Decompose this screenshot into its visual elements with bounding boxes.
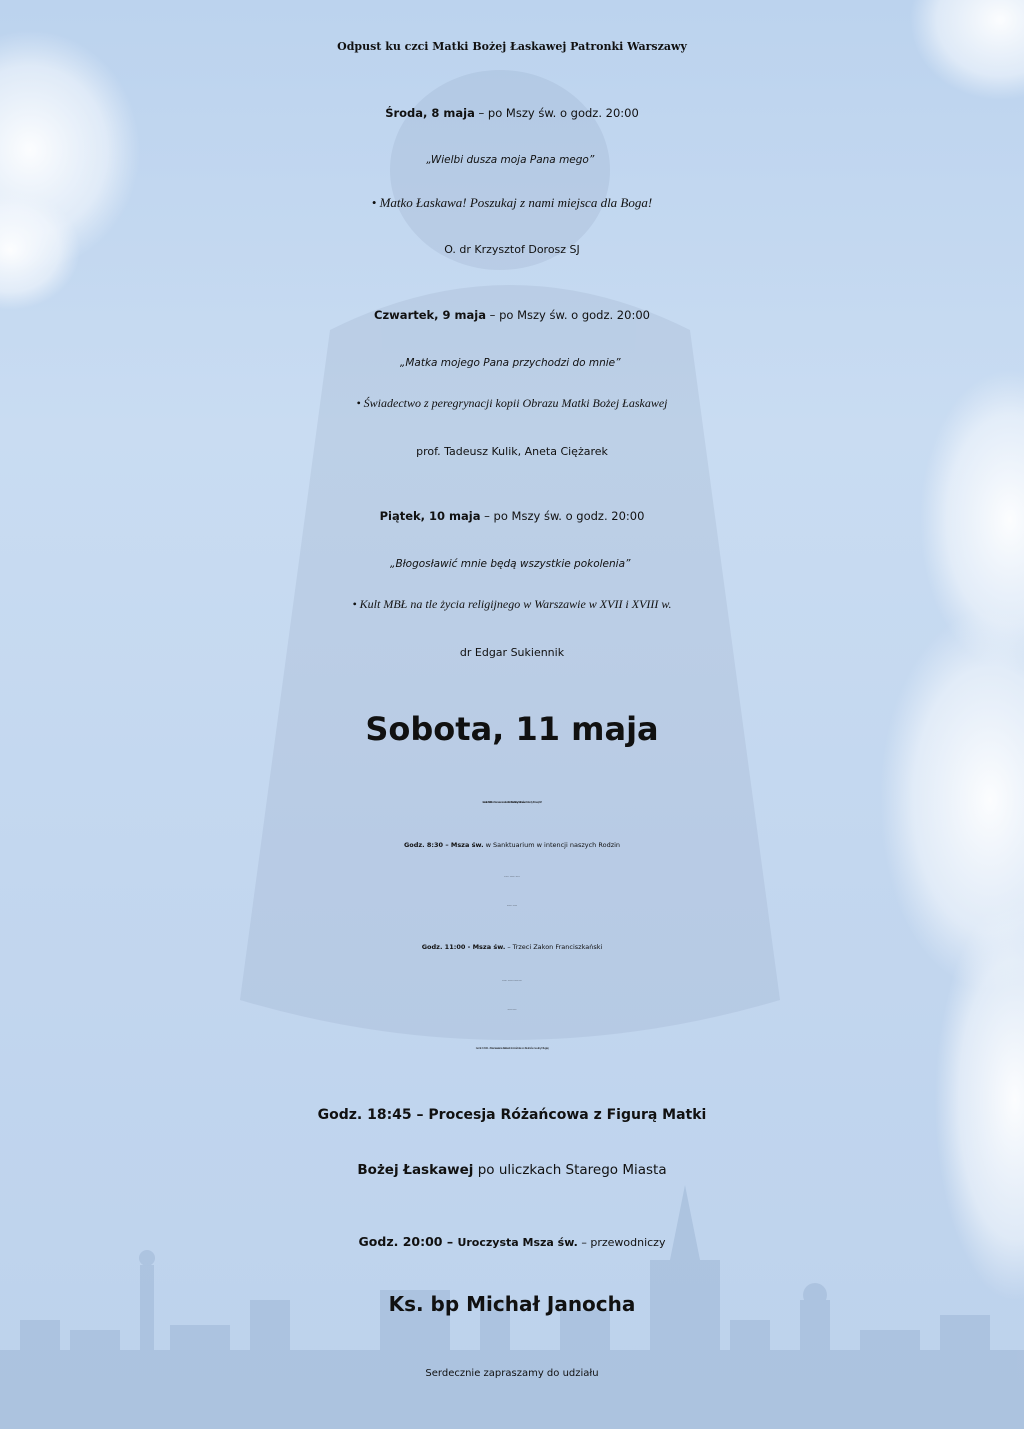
day-1-topic: • Matko Łaskawa! Poszukaj z nami miejsca dla Boga! (371, 195, 653, 210)
day-2-time: – po Mszy św. o godz. 20:00 (486, 308, 650, 322)
saturday-event-0800 (0, 800, 1024, 804)
day-1-heading (0, 106, 1024, 120)
day-1-time: – po Mszy św. o godz. 20:00 (474, 106, 639, 120)
saturday-event-1845-line-1: Godz. 18:45 – Procesja Różańcowa z Figurą Matki (317, 1107, 707, 1123)
event-0830-sub-1: czuwanie – modlitwa – różaniec (504, 877, 520, 878)
poster-title: Odpust ku czci Matki Bożej Łaskawej Patronki Warszawy (337, 40, 687, 53)
day-3-topic: • Kult MBŁ na tle życia religijnego w Warszawie w XVII i XVIII w. (352, 597, 672, 611)
event-0830-text: w Sanktuarium w intencji naszych Rodzin (483, 841, 621, 849)
day-3-speaker: dr Edgar Sukiennik (459, 646, 565, 659)
event-1100-title: Godz. 11:00 - Msza św. (421, 943, 506, 951)
event-0800-relics: bł. Rodziny Ulmów (508, 801, 526, 804)
event-2000-text: – przewodniczy (577, 1236, 666, 1249)
event-2000-celebrant: Ks. bp Michał Janocha (388, 1292, 636, 1316)
day-2-date: Czwartek, 9 maja (374, 308, 487, 322)
event-1845-text: po uliczkach Starego Miasta (473, 1162, 667, 1178)
day-2-quote: „Matka mojego Pana przychodzi do mnie” (399, 357, 621, 369)
day-2-topic: • Świadectwo z peregrynacji kopii Obrazu Matki Bożej Łaskawej (356, 396, 668, 410)
saturday-heading: Sobota, 11 maja (365, 710, 659, 748)
day-3-time: – po Mszy św. o godz. 20:00 (480, 509, 645, 523)
event-2000-time: Godz. 20:00 – (358, 1234, 458, 1249)
day-1-quote: „Wielbi dusza moja Pana mego” (426, 154, 595, 166)
day-3-heading (0, 509, 1024, 523)
day-2-speaker: prof. Tadeusz Kulik, Aneta Ciężarek (416, 445, 608, 458)
event-0830-sub-2: spowiedź – adoracja (506, 906, 518, 907)
day-3-quote-line (0, 557, 1024, 570)
day-1-quote-line (0, 153, 1024, 166)
day-1-speaker: O. dr Krzysztof Dorosz SJ (444, 243, 580, 256)
event-0800-text-1: Przeniesienie relikwii (493, 801, 509, 804)
saturday-event-0830 (0, 841, 1024, 849)
event-1845-bold: Bożej Łaskawej (357, 1162, 474, 1178)
saturday-event-2000 (0, 1234, 1024, 1250)
day-2-heading (0, 308, 1024, 322)
day-2-quote-line (0, 356, 1024, 369)
closing-invitation: Serdecznie zapraszamy do udziału (425, 1368, 599, 1379)
event-0800-text-2: z Katedry Polowej WP (525, 801, 542, 804)
saturday-event-1100 (0, 943, 1024, 951)
day-3-date: Piątek, 10 maja (379, 509, 481, 523)
event-1100-sub-2: uczczenie Relikwii (507, 1010, 517, 1011)
day-3-quote: „Błogosławić mnie będą wszystkie pokolenia” (390, 558, 631, 570)
event-2000-mass: Uroczysta Msza św. (457, 1236, 578, 1249)
saturday-event-1300: Godz. 13:00 – Przeniesienie Relikwii do kościoła oo. Paulinów na ulicy Długiej (475, 1046, 549, 1050)
event-0800-time: Godz. 8:00 – (482, 801, 494, 804)
saturday-event-1845-line-2 (0, 1162, 1024, 1178)
event-1100-text: – Trzeci Zakon Franciszkański (505, 943, 603, 951)
event-1100-sub-1: modlitwa – zawierzenie naszych Rodzin (502, 981, 522, 982)
event-0830-title: Godz. 8:30 – Msza św. (403, 841, 484, 849)
day-1-date: Środa, 8 maja (385, 106, 475, 120)
